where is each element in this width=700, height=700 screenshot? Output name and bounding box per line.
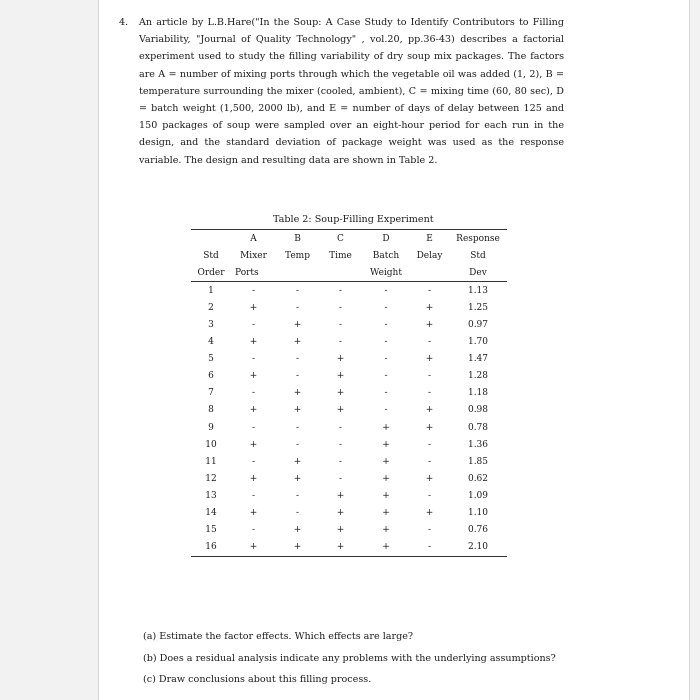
response-cell: 1.13 (467, 285, 489, 296)
factor-level-cell: + (249, 405, 258, 416)
factor-level-cell: + (249, 508, 258, 519)
response-cell: 1.25 (467, 302, 489, 313)
std-order-cell: 12 (205, 473, 217, 484)
factor-level-cell: + (425, 508, 434, 519)
factor-level-cell: + (293, 320, 302, 331)
factor-level-cell: - (338, 320, 343, 331)
factor-level-cell: + (425, 405, 434, 416)
factor-level-cell: - (338, 456, 343, 467)
header-cell (410, 264, 449, 282)
table-row (191, 470, 507, 487)
factor-level-cell: + (336, 525, 345, 536)
table-row (191, 487, 507, 504)
factor-level-cell: + (425, 473, 434, 484)
factor-level-cell: + (425, 320, 434, 331)
factor-level-cell: - (384, 371, 388, 382)
std-order-cell: 5 (208, 354, 214, 365)
document-page (98, 0, 690, 700)
factor-level-cell: + (293, 337, 302, 348)
factor-level-cell: - (338, 285, 343, 296)
factor-level-cell: - (338, 302, 343, 313)
factor-level-cell: + (249, 371, 258, 382)
factor-level-cell: + (425, 422, 434, 433)
header-cell (191, 230, 231, 248)
response-cell: 0.97 (467, 320, 489, 331)
factor-level-cell: + (382, 439, 390, 450)
header-cell: Std (203, 250, 219, 261)
table-row (191, 282, 507, 300)
response-cell: 1.36 (467, 439, 489, 450)
table-row (191, 522, 507, 539)
factor-level-cell: - (427, 490, 432, 501)
factor-level-cell: - (251, 456, 256, 467)
question-a: (a) Estimate the factor effects. Which effects are large? (143, 631, 414, 642)
question-c: (c) Draw conclusions about this filling process. (143, 674, 372, 685)
factor-level-cell: + (293, 473, 302, 484)
header-cell: E (410, 230, 449, 248)
std-order-cell: 6 (208, 371, 214, 382)
table-row (191, 402, 507, 419)
factor-level-cell: - (338, 422, 343, 433)
std-order-cell: 14 (205, 508, 217, 519)
table-row (191, 334, 507, 351)
factor-level-cell: - (295, 302, 300, 313)
response-cell: 1.70 (467, 337, 489, 348)
header-cell: Batch (372, 250, 400, 261)
factor-level-cell: + (293, 405, 302, 416)
question-list (143, 626, 556, 691)
table-row (191, 539, 507, 557)
factor-level-cell: - (295, 439, 300, 450)
problem-text: An article by L.B.Hare("In the Soup: A Case Study to Identify Contributors to Filling Variability, "Journal of Quality Technology" , vol.20, pp.36-43) describes a factorial experiment used to study the filling variability of dry soup mix packages. The factors are A = number of mixing ports through which the vegetable oil was added (1, 2), B = temperature surrounding the mixer (cooled, ambient), C = mixing time (60, 80 sec), D = batch weight (1,500, 2000 lb), and E = number of days of delay between 125 and 150 packages of soup were sampled over an eight-hour period for each run in the design, and the standard deviation of package weight was used as the response variable. The design and resulting data are shown in Table 2. (139, 17, 564, 166)
question-b: (b) Does a residual analysis indicate any problems with the underlying assumptions? (143, 652, 556, 664)
std-order-cell: 3 (208, 320, 214, 331)
header-cell: Std (470, 250, 486, 261)
std-order-cell: 2 (208, 302, 214, 313)
factor-level-cell: - (384, 285, 388, 296)
table-row (191, 316, 507, 333)
table-row (191, 385, 507, 402)
header-cell: Temp (285, 250, 310, 261)
factor-level-cell: - (427, 439, 432, 450)
header-cell: Delay (416, 250, 443, 261)
std-order-cell: 11 (205, 456, 217, 467)
header-cell: Dev (449, 264, 507, 282)
header-cell: Time (329, 250, 352, 261)
factor-level-cell: - (384, 320, 388, 331)
response-cell: 1.09 (467, 490, 489, 501)
header-cell: Mixer (240, 250, 267, 261)
header-cell: B (276, 230, 319, 248)
header-row-factors (191, 230, 507, 248)
factor-level-cell: - (427, 337, 432, 348)
factor-level-cell: - (251, 422, 256, 433)
table-row (191, 453, 507, 470)
table-row (191, 299, 507, 316)
std-order-cell: 13 (205, 490, 217, 501)
factor-level-cell: - (295, 285, 300, 296)
factor-level-cell: + (276, 539, 319, 557)
response-cell: 0.78 (467, 422, 489, 433)
response-cell: 1.10 (467, 508, 489, 519)
factor-level-cell: + (293, 456, 302, 467)
factor-level-cell: + (293, 388, 302, 399)
factor-level-cell: - (295, 371, 300, 382)
header-row-names (191, 247, 507, 264)
header-cell: Response (449, 230, 507, 248)
factor-level-cell: + (293, 525, 302, 536)
table-row (191, 505, 507, 522)
factor-level-cell: + (425, 302, 434, 313)
factor-level-cell: - (251, 320, 256, 331)
response-cell: 1.47 (467, 354, 489, 365)
factor-level-cell: + (336, 490, 345, 501)
response-cell: 0.62 (467, 473, 489, 484)
table-caption: Table 2: Soup-Filling Experiment (273, 214, 434, 225)
factor-level-cell: + (249, 439, 258, 450)
factor-level-cell: - (384, 388, 388, 399)
header-cell: A (231, 230, 276, 248)
factor-level-cell: - (295, 490, 300, 501)
factor-level-cell: + (382, 473, 390, 484)
factor-level-cell: + (249, 337, 258, 348)
factor-level-cell: + (249, 473, 258, 484)
factor-level-cell: + (319, 539, 362, 557)
table-row (191, 436, 507, 453)
std-order-cell: 7 (208, 388, 214, 399)
std-order-cell: 9 (208, 422, 214, 433)
factor-level-cell: - (251, 490, 256, 501)
factor-level-cell: + (336, 508, 345, 519)
factor-level-cell: - (251, 388, 256, 399)
header-cell (319, 264, 362, 282)
std-order-cell: 1 (208, 285, 214, 296)
factor-level-cell: - (410, 539, 449, 557)
std-order-cell: 8 (208, 405, 214, 416)
factor-level-cell: + (336, 354, 345, 365)
table-row (191, 368, 507, 385)
header-row-units (191, 264, 507, 282)
factor-level-cell: - (384, 405, 388, 416)
factor-level-cell: + (231, 539, 276, 557)
factor-level-cell: - (295, 422, 300, 433)
response-cell: 1.28 (467, 371, 489, 382)
factor-level-cell: + (382, 422, 390, 433)
soup-filling-table (191, 229, 507, 557)
factor-level-cell: + (425, 354, 434, 365)
factor-level-cell: + (336, 371, 345, 382)
problem-number: 4. (119, 17, 129, 28)
header-cell: D (362, 230, 410, 248)
factor-level-cell: + (382, 490, 390, 501)
factor-level-cell: + (382, 508, 390, 519)
factor-level-cell: - (384, 337, 388, 348)
response-cell: 2.10 (449, 539, 507, 557)
factor-level-cell: - (251, 354, 256, 365)
response-cell: 0.98 (467, 405, 489, 416)
table-row (191, 419, 507, 436)
factor-level-cell: - (338, 337, 343, 348)
table-row (191, 351, 507, 368)
factor-level-cell: + (362, 539, 410, 557)
factor-level-cell: - (427, 371, 432, 382)
factor-level-cell: - (427, 525, 432, 536)
header-cell: Weight (362, 264, 410, 282)
response-cell: 1.85 (467, 456, 489, 467)
header-cell: Ports (231, 264, 276, 282)
header-cell: Order (191, 264, 231, 282)
factor-level-cell: - (384, 302, 388, 313)
factor-level-cell: - (427, 456, 432, 467)
std-order-cell: 10 (205, 439, 217, 450)
factor-level-cell: + (249, 302, 258, 313)
response-cell: 1.18 (467, 388, 489, 399)
factor-level-cell: + (382, 456, 390, 467)
factor-level-cell: - (251, 525, 256, 536)
std-order-cell: 16 (191, 539, 231, 557)
factor-level-cell: - (338, 473, 343, 484)
factor-level-cell: - (251, 285, 256, 296)
header-cell: C (319, 230, 362, 248)
factor-level-cell: - (338, 439, 343, 450)
factor-level-cell: - (427, 388, 432, 399)
header-cell (276, 264, 319, 282)
std-order-cell: 15 (205, 525, 217, 536)
factor-level-cell: - (384, 354, 388, 365)
factor-level-cell: + (382, 525, 390, 536)
factor-level-cell: - (427, 285, 432, 296)
response-cell: 0.76 (467, 525, 489, 536)
factor-level-cell: + (336, 388, 345, 399)
table-body (191, 282, 507, 557)
factor-level-cell: - (295, 354, 300, 365)
factor-level-cell: + (336, 405, 345, 416)
std-order-cell: 4 (208, 337, 214, 348)
factor-level-cell: - (295, 508, 300, 519)
